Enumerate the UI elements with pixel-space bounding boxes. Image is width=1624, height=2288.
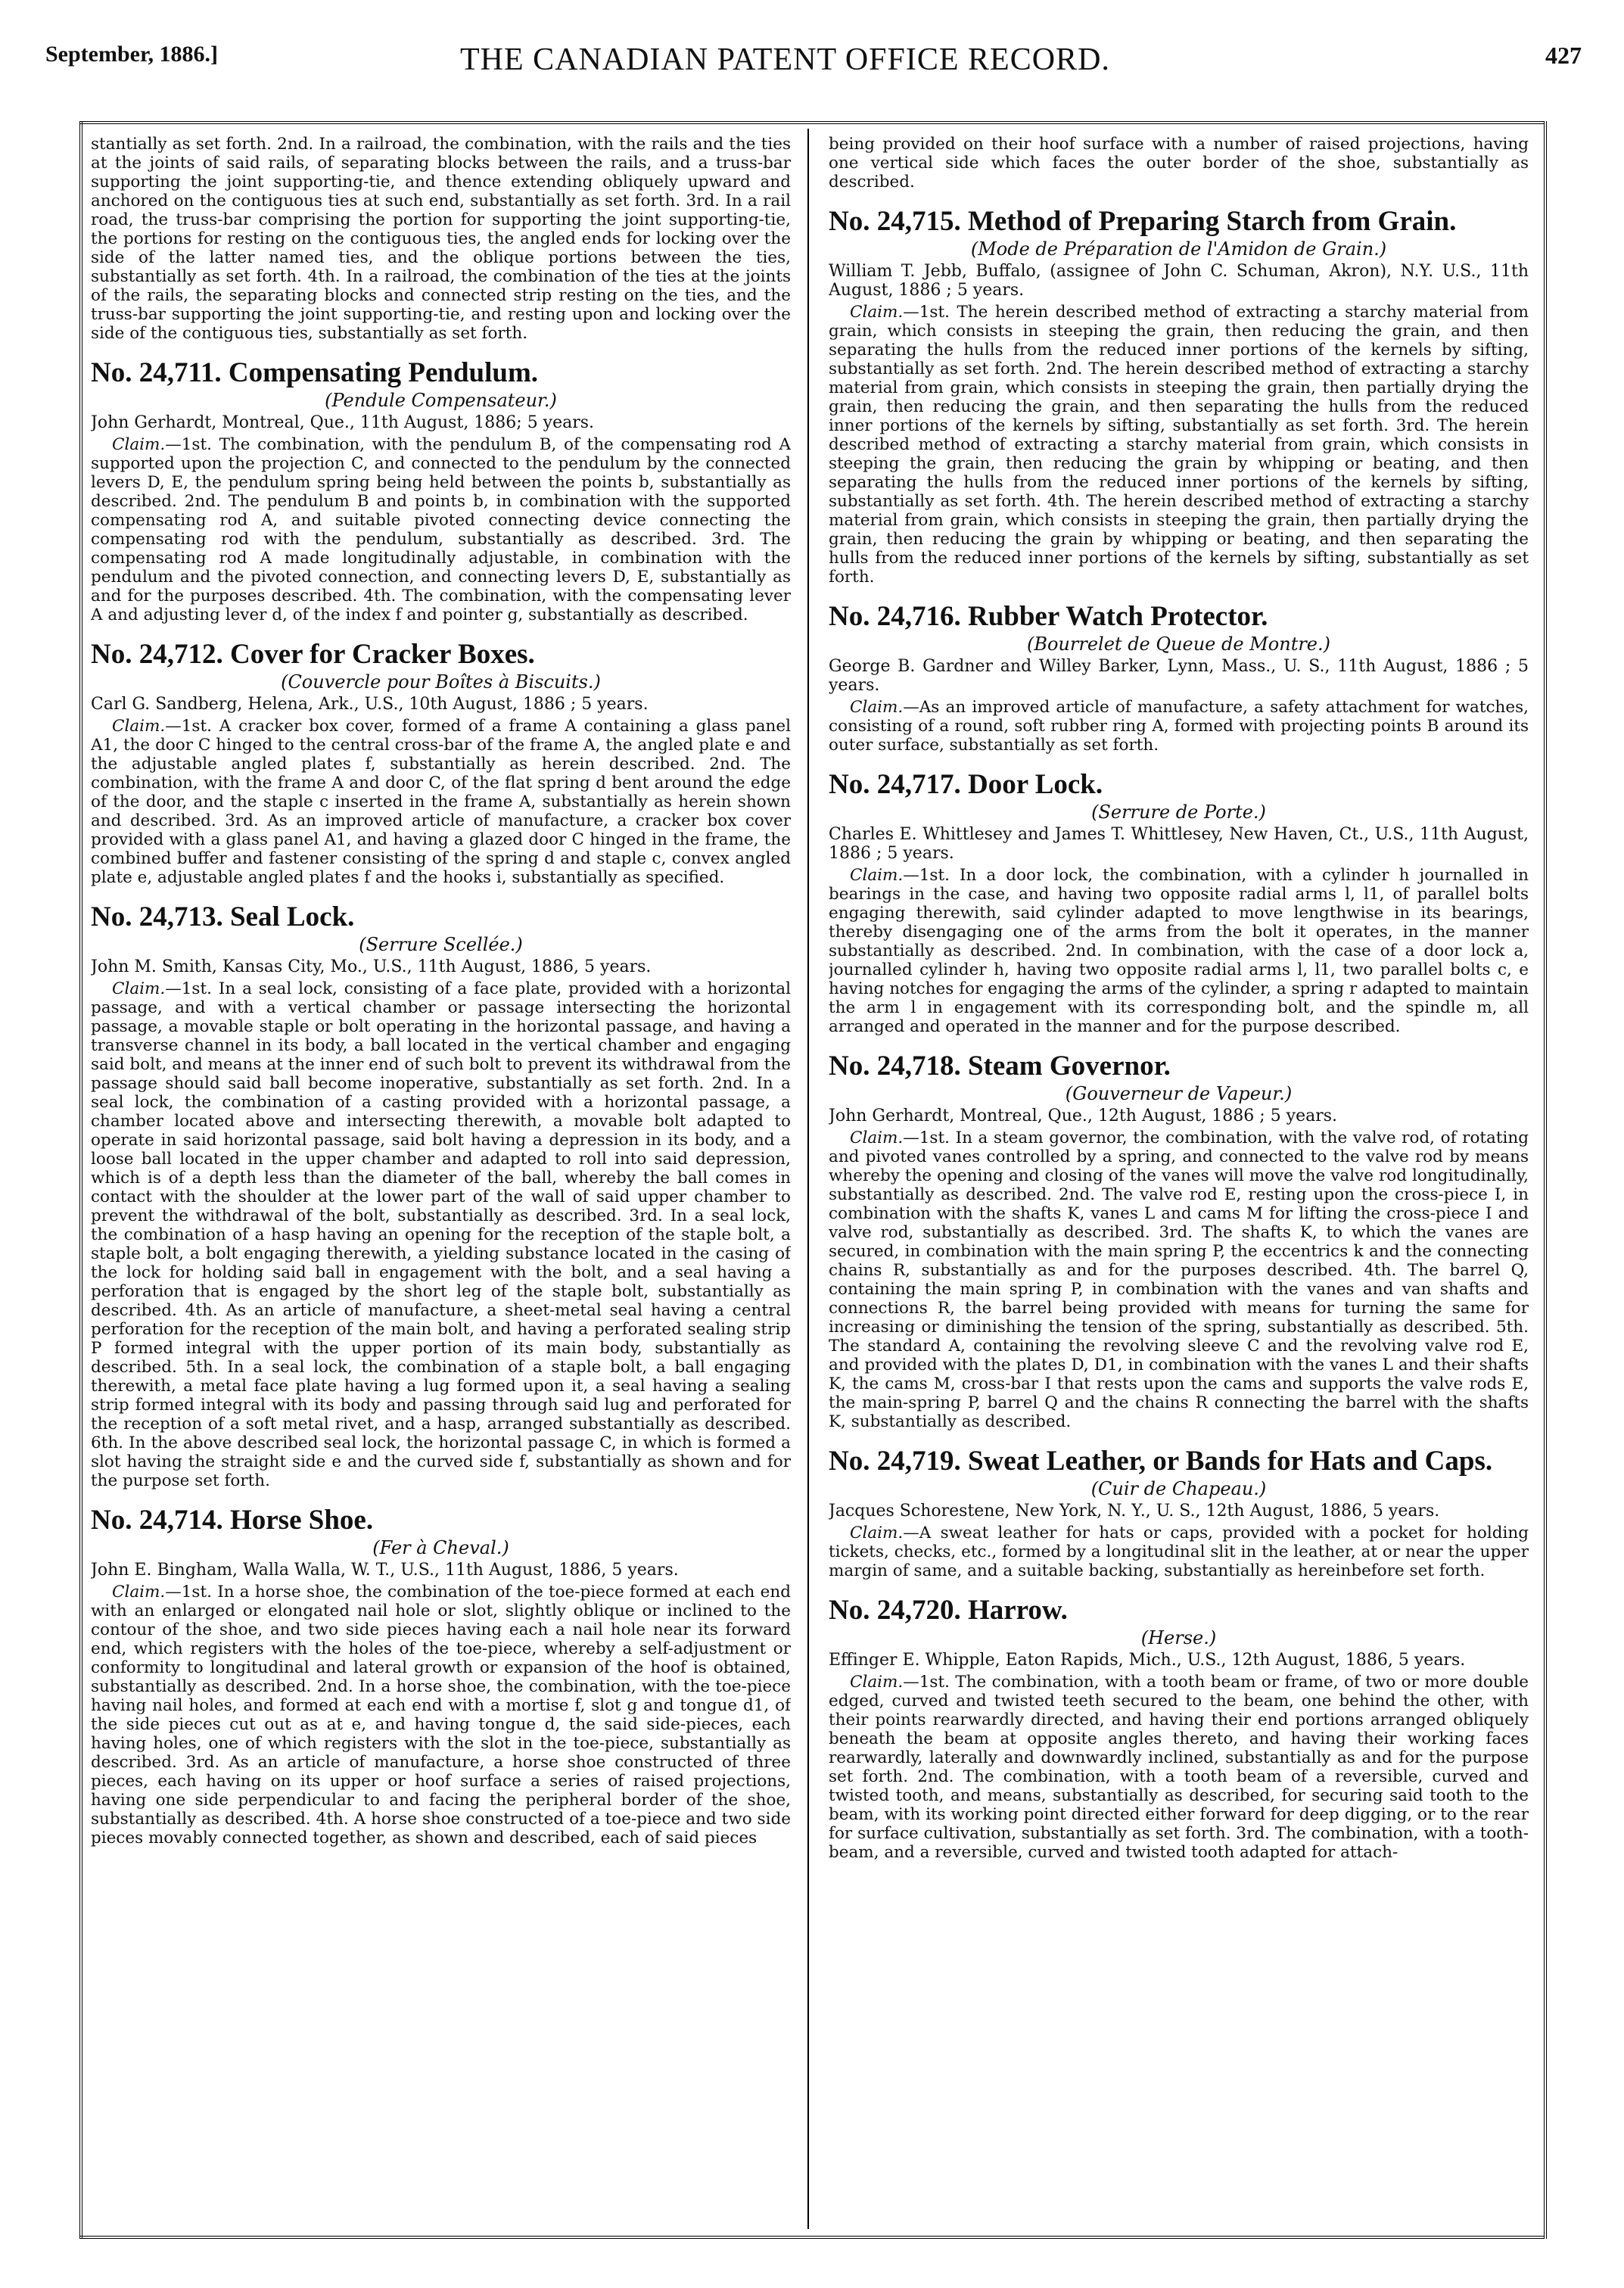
claim-label: Claim.	[850, 1673, 904, 1692]
patent-entry	[829, 1594, 1529, 1862]
patentee: Effinger E. Whipple, Eaton Rapids, Mich., U.S., 12th August, 1886, 5 years.	[829, 1651, 1466, 1670]
patent-title: No. 24,711. Compensating Pendulum.	[91, 357, 539, 388]
patent-title: No. 24,714. Horse Shoe.	[91, 1505, 374, 1536]
patent-entry	[829, 1050, 1529, 1431]
patent-entry	[829, 205, 1529, 587]
left-column	[91, 135, 791, 2227]
claim-body: —1st. In a steam governor, the combination, with the valve rod, of rotating and pivoted vanes controlled by a spring, and connected to the valve rod by means whereby the opening and closing of the vanes will move the valve rod longitudinally, substantially as described. 2nd. The valve rod E, resting upon the cross-piece I, in combination with the shafts K, vanes L and cams M for lifting the cross-piece I and valve rod, substantially as described. 3rd. The shafts K, to which the vanes are secured, in combination with the main spring P, the eccentrics k and the connecting chains R, substantially as and for the purposes described. 4th. The barrel Q, containing the main spring P, in combination with the vanes and van shafts and connections R, the barrel being provided with means for turning the same for increasing or diminishing the tension of the spring, substantially as described. 5th. The standard A, containing the revolving sleeve C and the revolving valve rod E, and provided with the plates D, D1, in combination with the vanes L and their shafts K, the cams M, cross-bar I that rests upon the cams and supports the valve rods E, the main-spring P, barrel Q and the chains R connecting the barrel with the shafts K, substantially as described.	[829, 1128, 1529, 1431]
claim-body: —1st. In a seal lock, consisting of a face plate, provided with a horizontal passage, and with a vertical chamber or passage intersecting the horizontal passage, a movable staple or bolt operating in the horizontal passage, and having a transverse channel in its body, a ball located in the vertical chamber and engaging said bolt, and means at the inner end of such bolt to prevent its withdrawal from the passage should said ball become inoperative, substantially as set forth. 2nd. In a seal lock, the combination of a casting provided with a horizontal passage, a chamber located above and intersecting therewith, a movable bolt adapted to operate in said horizontal passage, said bolt having a depression in its body, and a loose ball located in the upper chamber and adapted to roll into said depression, which is of a depth less than the diameter of the ball, whereby the ball comes in contact with the shoulder at the lower part of the wall of said upper chamber to prevent the withdrawal of the bolt, substantially as described. 3rd. In a seal lock, the combination of a hasp having an opening for the reception of the staple bolt, a staple bolt, a bolt engaging therewith, a yielding substance located in the casing of the lock for holding said ball in engagement with the bolt, and a seal having a perforation that is engaged by the short leg of the staple bolt, substantially as described. 4th. As an article of manufacture, a sheet-metal seal having a central perforation for the reception of the main bolt, and having a perforated sealing strip P formed integral with the upper portion of its main body, substantially as described. 5th. In a seal lock, the combination of a staple bolt, a ball engaging therewith, a metal face plate having a lug formed upon it, a seal having a sealing strip formed integral with its body and passing through said lug and perforated for the reception of a soft metal rivet, and a hasp, arranged substantially as described. 6th. In the above described seal lock, the horizontal passage C, in which is formed a slot having the straight side e and the curved side f, substantially as shown and for the purpose set forth.	[91, 979, 791, 1490]
claim-text	[829, 1128, 1529, 1431]
claim-text	[829, 1673, 1529, 1862]
claim-text	[829, 303, 1529, 587]
patentee: John Gerhardt, Montreal, Que., 12th August, 1886 ; 5 years.	[829, 1107, 1338, 1125]
patent-title: No. 24,718. Steam Governor.	[829, 1051, 1171, 1082]
claim-text	[91, 979, 791, 1490]
patent-entry	[91, 1504, 791, 1848]
patent-title: No. 24,715. Method of Preparing Starch from Grain.	[829, 206, 1457, 237]
patentee: Jacques Schorestene, New York, N. Y., U. S., 12th August, 1886, 5 years.	[829, 1502, 1440, 1521]
page-header	[45, 42, 1582, 102]
patentee: John M. Smith, Kansas City, Mo., U.S., 11th August, 1886, 5 years.	[91, 957, 652, 976]
french-title: (Bourrelet de Queue de Montre.)	[1026, 633, 1330, 655]
claim-label: Claim.	[112, 717, 166, 736]
claim-label: Claim.	[112, 979, 166, 998]
patentee: Carl G. Sandberg, Helena, Ark., U.S., 10th August, 1886 ; 5 years.	[91, 695, 649, 714]
french-title: (Gouverneur de Vapeur.)	[1065, 1083, 1293, 1104]
patent-title: No. 24,713. Seal Lock.	[91, 901, 355, 932]
claim-label: Claim.	[850, 303, 904, 322]
claim-label: Claim.	[850, 1128, 904, 1147]
french-title: (Fer à Cheval.)	[372, 1537, 509, 1558]
claim-body: —1st. The combination, with the pendulum B, of the compensating rod A supported upon the projection C, and connected to the pendulum by the connected levers D, E, the pendulum spring being held between the points b, substantially as described. 2nd. The pendulum B and points b, in combination with the supported compensating rod A, and suitable pivoted connecting device connecting the compensating rod with the pendulum, substantially as described. 3rd. The compensating rod A made longitudinally adjustable, in combination with the pendulum and the pivoted connection, and connecting levers D, E, substantially as and for the purposes described. 4th. The combination, with the compensating lever A and adjusting lever d, of the index f and pointer g, substantially as described.	[91, 435, 791, 624]
claim-text	[829, 1524, 1529, 1580]
patentee: Charles E. Whittlesey and James T. Whittlesey, New Haven, Ct., U.S., 11th August, 1886 ; 5 years.	[829, 825, 1529, 863]
french-title: (Couvercle pour Boîtes à Biscuits.)	[281, 671, 601, 693]
patent-title: No. 24,716. Rubber Watch Protector.	[829, 601, 1268, 632]
frame-right-rule	[1539, 121, 1547, 2239]
claim-body: —1st. The combination, with a tooth beam or frame, of two or more double edged, curved and twisted teeth secured to the beam, one behind the other, with their points rearwardly directed, and having their end portions arranged obliquely beneath the beam at opposite angles thereto, and having their working faces rearwardly, laterally and downwardly inclined, substantially as and for the purpose set forth. 2nd. The combination, with a tooth beam of a reversible, curved and twisted tooth, and means, substantially as described, for securing said tooth to the beam, with its working point directed either forward for deep digging, or to the rear for surface cultivation, substantially as set forth. 3rd. The combination, with a tooth-beam, and a reversible, curved and twisted tooth adapted for attach-	[829, 1673, 1529, 1862]
claim-label: Claim.	[112, 435, 166, 454]
right-column	[829, 135, 1529, 2227]
claim-label: Claim.	[112, 1583, 166, 1602]
french-title: (Pendule Compensateur.)	[325, 390, 557, 411]
patentee: William T. Jebb, Buffalo, (assignee of John C. Schuman, Akron), N.Y. U.S., 11th August, 1886 ; 5 years.	[829, 262, 1529, 300]
french-title: (Serrure Scellée.)	[359, 934, 523, 955]
page-number: 427	[1545, 42, 1582, 69]
claim-body: —1st. In a horse shoe, the combination of the toe-piece formed at each end with an enlarged or elongated nail hole or slot, slightly oblique or inclined to the contour of the shoe, and two side pieces having each a nail hole near its forward end, which registers with the holes of the toe-piece, whereby a self-adjustment or conformity to longitudinal and lateral growth or expansion of the hoof is obtained, substantially as described. 2nd. In a horse shoe, the combination, with the toe-piece having nail holes, and formed at each end with a mortise f, slot g and tongue d1, of the side pieces cut out as at e, and having tongue d, the said side-pieces, each having holes, one of which registers with the slot in the toe-piece, substantially as described. 3rd. As an article of manufacture, a horse shoe constructed of three pieces, each having on its upper or hoof surface a series of raised projections, having one side perpendicular to and facing the peripheral border of the shoe, substantially as described. 4th. A horse shoe constructed of a toe-piece and two side pieces movably connected together, as shown and described, each of said pieces	[91, 1583, 791, 1848]
claim-text	[91, 717, 791, 887]
patent-entry	[829, 600, 1529, 755]
publication-title: THE CANADIAN PATENT OFFICE RECORD.	[460, 42, 1110, 77]
french-title: (Cuir de Chapeau.)	[1090, 1478, 1267, 1499]
patent-title: No. 24,719. Sweat Leather, or Bands for Hats and Caps.	[829, 1446, 1493, 1477]
patentee: John Gerhardt, Montreal, Que., 11th August, 1886; 5 years.	[91, 413, 595, 432]
patent-title: No. 24,720. Harrow.	[829, 1595, 1068, 1626]
claim-body: —1st. In a door lock, the combination, with a cylinder h journalled in bearings in the case, and having two opposite radial arms l, l1, of parallel bolts engaging therewith, said cylinder adapted to move lengthwise in its bearings, thereby disengaging one of the arms from the bolt it operates, in the manner substantially as described. 2nd. In combination, with the case of a door lock a, journalled cylinder h, having two opposite radial arms l, l1, two parallel bolts c, e having notches for engaging the arms of the cylinder, a spring r adapted to maintain the arm l in engagement with its corresponding bolt, and the spindle m, all arranged and operated in the manner and for the purpose described.	[829, 866, 1529, 1036]
patent-entry	[829, 1445, 1529, 1580]
continuation-text: being provided on their hoof surface with a number of raised projections, having one vertical side which faces the outer border of the shoe, substantially as described.	[829, 135, 1529, 191]
patent-entry	[91, 901, 791, 1490]
french-title: (Mode de Préparation de l'Amidon de Grain.)	[970, 238, 1387, 260]
claim-label: Claim.	[850, 1524, 904, 1542]
issue-date: September, 1886.]	[45, 42, 219, 67]
continuation-text: stantially as set forth. 2nd. In a railroad, the combination, with the rails and the ties at the joints of said rails, of separating blocks between the rails, and a truss-bar supporting the joint supporting-tie, and thence extending obliquely upward and anchored on the contiguous ties at such end, substantially as set forth. 3rd. In a rail road, the truss-bar comprising the portion for supporting the joint supporting-tie, the portions for resting on the contiguous ties, the angled ends for locking over the side of the latter named ties, and the oblique portions between the ties, substantially as set forth. 4th. In a railroad, the combination of the ties at the joints of the rails, the separating blocks and connected strip resting on the ties, and the truss-bar supporting the joint supporting-tie, and resting upon and locking over the side of the contiguous ties, substantially as set forth.	[91, 135, 791, 343]
claim-text	[91, 435, 791, 624]
patent-title: No. 24,712. Cover for Cracker Boxes.	[91, 639, 535, 670]
frame-left-rule	[79, 121, 87, 2239]
french-title: (Serrure de Porte.)	[1091, 802, 1266, 823]
claim-text	[829, 866, 1529, 1036]
french-title: (Herse.)	[1140, 1627, 1217, 1648]
claim-label: Claim.	[850, 866, 904, 885]
claim-text	[829, 698, 1529, 755]
column-divider	[807, 129, 809, 2229]
claim-label: Claim.	[850, 698, 904, 717]
claim-body: —A sweat leather for hats or caps, provided with a pocket for holding tickets, checks, etc., formed by a longitudinal slit in the leather, at or near the upper margin of same, and a suitable backing, substantially as hereinbefore set forth.	[829, 1524, 1529, 1580]
patent-entry	[91, 356, 791, 624]
claim-body: —1st. The herein described method of extracting a starchy material from grain, which consists in steeping the grain, then reducing the grain, and then separating the hulls from the reduced inner portions of the kernels by sifting, substantially as set forth. 2nd. The herein described method of extracting a starchy material from grain, which consists in steeping the grain, then partially drying the grain, then reducing the grain, and then separating the hulls from the reduced inner portions of the kernels by sifting, substantially as set forth. 3rd. The herein described method of extracting a starchy material from grain, which consists in steeping the grain, then reducing the grain by whipping or beating, and then separating the hulls from the reduced inner portions of the kernels by sifting, substantially as set forth. 4th. The herein described method of extracting a starchy material from grain, which consists in steeping the grain, then partially drying the grain, then reducing the grain by whipping or beating, and then separating the hulls from the reduced inner portions of the kernels by sifting, substantially as set forth.	[829, 303, 1529, 587]
patentee: John E. Bingham, Walla Walla, W. T., U.S., 11th August, 1886, 5 years.	[91, 1561, 679, 1580]
claim-text	[91, 1583, 791, 1848]
claim-body: —As an improved article of manufacture, a safety attachment for watches, consisting of a round, soft rubber ring A, formed with projecting points B around its outer surface, substantially as set forth.	[829, 698, 1529, 755]
claim-body: —1st. A cracker box cover, formed of a frame A containing a glass panel A1, the door C hinged to the central cross-bar of the frame A, the angled plate e and the adjustable angled plates f, substantially as herein described. 2nd. The combination, with the frame A and door C, of the flat spring d bent around the edge of the door, and the staple c inserted in the frame A, substantially as herein shown and described. 3rd. As an improved article of manufacture, a cracker box cover provided with a glass panel A1, and having a glazed door C hinged in the frame, the combined buffer and fastener consisting of the spring d and staple c, convex angled plate e, adjustable angled plates f and the hooks i, substantially as specified.	[91, 717, 791, 887]
patentee: George B. Gardner and Willey Barker, Lynn, Mass., U. S., 11th August, 1886 ; 5 years.	[829, 657, 1529, 695]
patent-entry	[91, 638, 791, 887]
patent-entry	[829, 768, 1529, 1036]
patent-title: No. 24,717. Door Lock.	[829, 769, 1103, 800]
